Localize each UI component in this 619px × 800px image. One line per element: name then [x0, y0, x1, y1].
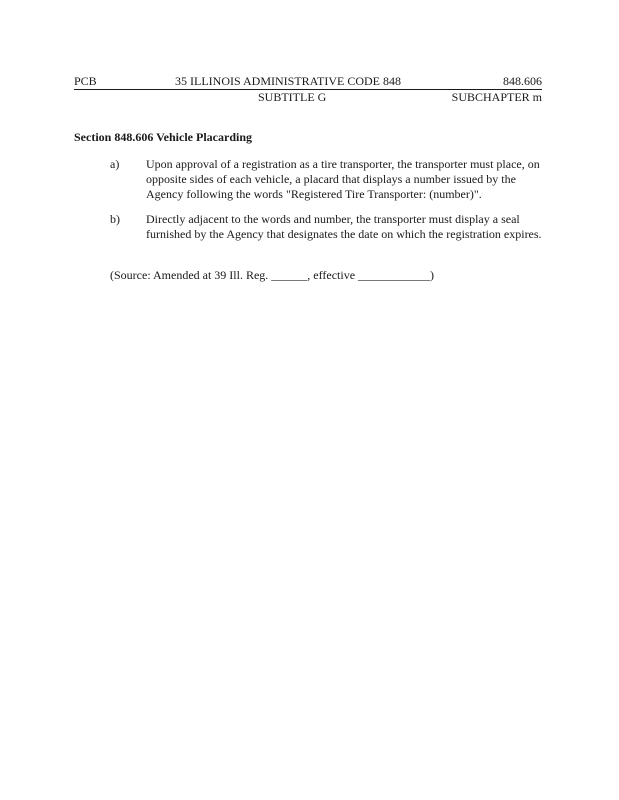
header-code-title: 35 ILLINOIS ADMINISTRATIVE CODE 848 [175, 74, 401, 88]
paragraph-text: Upon approval of a registration as a tire transporter, the transporter must place, on opposite sides of each vehicle, a placard that displays a number issued by the Agency following the words "Registered Tire Transporter: (number)". [146, 157, 540, 201]
paragraph-text: Directly adjacent to the words and number, the transporter must display a seal furnished by the Agency that designates the date on which the registration expires. [146, 212, 542, 241]
header-agency: PCB [74, 74, 97, 88]
paragraph-label: a) [110, 157, 120, 171]
header-subtitle: SUBTITLE G [258, 90, 327, 104]
header-subchapter: SUBCHAPTER m [451, 90, 542, 104]
section-title: Section 848.606 Vehicle Placarding [74, 130, 252, 144]
running-subheader [74, 90, 542, 105]
header-section-number: 848.606 [503, 74, 542, 88]
source-note: (Source: Amended at 39 Ill. Reg. ______, effective ____________) [110, 268, 435, 282]
paragraph-label: b) [110, 212, 120, 226]
running-header [74, 74, 542, 90]
